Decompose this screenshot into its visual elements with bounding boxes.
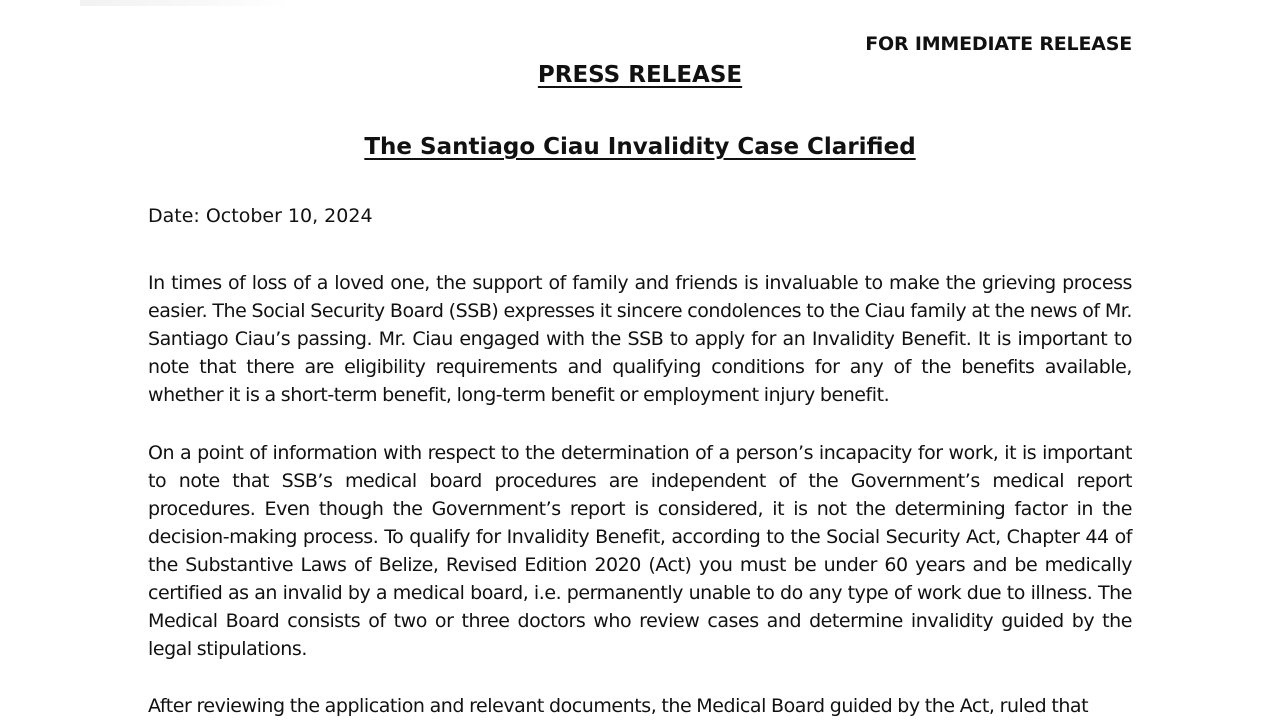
header-logo-remnant — [80, 0, 290, 6]
release-flag: FOR IMMEDIATE RELEASE — [865, 33, 1132, 55]
body-paragraph: In times of loss of a loved one, the support of family and friends is invaluable to make the grieving process easier. The Social Security Board (SSB) expresses it sincere condolences to the Ciau family at the news of Mr. Santiago Ciau’s passing. Mr. Ciau engaged with the SSB to apply for an Invalidity Benefit. It is important to note that there are eligibility requirements and qualifying conditions for any of the benefits available, whether it is a short-term benefit, long-term benefit or employment injury benefit. — [148, 272, 1132, 406]
headline: The Santiago Ciau Invalidity Case Clarified — [364, 134, 916, 160]
date-line: Date: October 10, 2024 — [148, 205, 373, 227]
body-paragraph: On a point of information with respect to the determination of a person’s incapacity for work, it is important to note that SSB’s medical board procedures are independent of the Government’s medical report procedures. Even though the Government’s report is considered, it is not the determining factor in the decision-making process. To qualify for Invalidity Benefit, according to the Social Security Act, Chapter 44 of the Substantive Laws of Belize, Revised Edition 2020 (Act) you must be under 60 years and be medically certified as an invalid by a medical board, i.e. permanently unable to do any type of work due to illness. The Medical Board consists of two or three doctors who review cases and determine invalidity guided by the legal stipulations. — [148, 442, 1132, 660]
doc-type-heading: PRESS RELEASE — [537, 62, 743, 88]
body-paragraph: After reviewing the application and relevant documents, the Medical Board guided by the Act, ruled that — [148, 695, 1089, 717]
